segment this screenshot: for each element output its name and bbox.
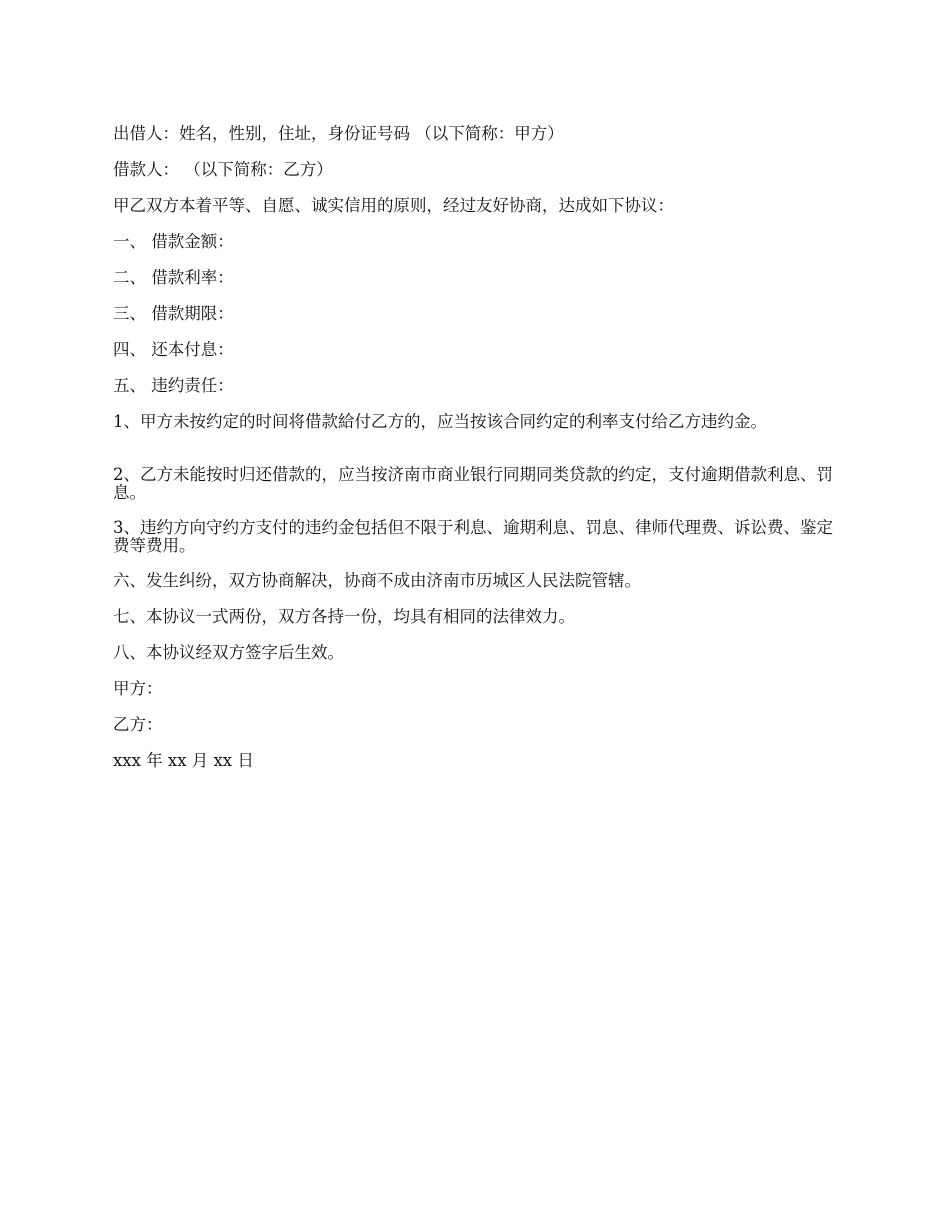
clause-loan-term: 三、 借款期限：: [113, 304, 234, 323]
clause-repayment: 四、 还本付息：: [113, 340, 234, 359]
breach-item-3: 3、违约方向守约方支付的违约金包括但不限于利息、逾期利息、罚息、律师代理费、诉讼费、鉴定费等费用。: [113, 518, 833, 555]
breach-item-2: 2、乙方未能按时归还借款的，应当按济南市商业银行同期同类贷款的约定，支付逾期借款利息、罚息。: [113, 465, 833, 502]
agreement-intro: 甲乙双方本着平等、自愿、诚实信用的原则，经过友好协商，达成如下协议：: [113, 196, 674, 215]
clause-breach-liability: 五、 违约责任：: [113, 376, 234, 395]
clause-copies: 七、本协议一式两份，双方各持一份，均具有相同的法律效力。: [113, 607, 575, 626]
document-body: [113, 125, 833, 788]
clause-dispute: 六、发生纠纷，双方协商解决，协商不成由济南市历城区人民法院管辖。: [113, 571, 641, 590]
signature-date: xxx 年 xx 月 xx 日: [113, 751, 254, 770]
clause-loan-amount: 一、 借款金额：: [113, 232, 234, 251]
signature-party-b: 乙方：: [113, 715, 163, 734]
clause-interest-rate: 二、 借款利率：: [113, 268, 234, 287]
lender-line: 出借人：姓名，性别，住址，身份证号码 （以下简称：甲方）: [113, 124, 564, 143]
clause-effective: 八、本协议经双方签字后生效。: [113, 643, 344, 662]
breach-item-1: 1、甲方未按约定的时间将借款給付乙方的，应当按该合同约定的利率支付给乙方违约金。: [113, 412, 767, 431]
signature-party-a: 甲方：: [113, 679, 163, 698]
borrower-line: 借款人： （以下简称：乙方）: [113, 160, 333, 179]
